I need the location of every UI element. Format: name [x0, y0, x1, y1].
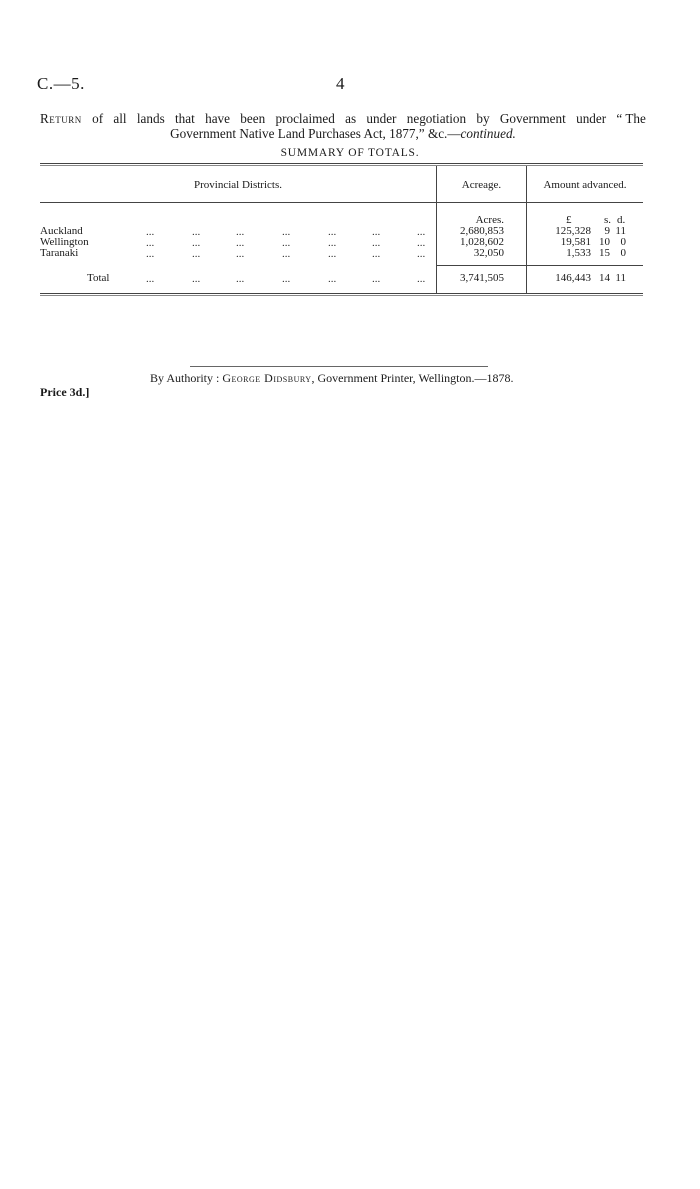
- leader-dots: ...: [328, 226, 337, 238]
- table-bottom-rule-inner: [40, 295, 643, 296]
- title-word: that: [175, 111, 195, 126]
- imprint-printer-name: George Didsbury: [222, 371, 312, 385]
- leader-dots: ...: [236, 226, 245, 238]
- acreage-value: 2,680,853: [460, 225, 504, 237]
- total-shillings: 14: [599, 272, 610, 284]
- leader-dots: ...: [192, 248, 201, 260]
- header-amount-advanced: Amount advanced.: [543, 179, 627, 191]
- leader-dots: ...: [282, 273, 291, 285]
- table-row: [0, 237, 700, 248]
- leader-dots: ...: [282, 248, 291, 260]
- header-acreage: Acreage.: [461, 179, 502, 191]
- section-heading: SUMMARY OF TOTALS.: [280, 147, 420, 159]
- leader-dots: ...: [417, 226, 426, 238]
- leader-dots: ...: [192, 237, 201, 249]
- leader-dots: ...: [372, 248, 381, 260]
- title-word: Government: [499, 111, 566, 126]
- price-label: Price 3d.]: [40, 385, 90, 399]
- document-title: [40, 111, 646, 141]
- table-header-rule: [40, 202, 643, 203]
- leader-dots: ...: [328, 273, 337, 285]
- leader-dots: ...: [146, 273, 155, 285]
- title-word: lands: [136, 111, 165, 126]
- leader-dots: ...: [146, 248, 155, 260]
- leader-dots: ...: [372, 226, 381, 238]
- district-name: Wellington: [40, 236, 89, 248]
- total-pounds: 146,443: [555, 272, 591, 284]
- pounds-value: 125,328: [555, 225, 591, 237]
- leader-dots: ...: [236, 237, 245, 249]
- shillings-value: 9: [604, 225, 610, 237]
- shillings-value: 10: [599, 236, 610, 248]
- district-name: Auckland: [40, 225, 83, 237]
- total-pence: 11: [615, 272, 626, 284]
- leader-dots: ...: [417, 237, 426, 249]
- title-word: under: [366, 111, 397, 126]
- title-word: by: [476, 111, 490, 126]
- title-word: all: [113, 111, 127, 126]
- pounds-value: 19,581: [560, 236, 591, 248]
- title-lead: Return: [40, 111, 82, 126]
- leader-dots: ...: [146, 237, 155, 249]
- leader-dots: ...: [192, 273, 201, 285]
- leader-dots: ...: [417, 273, 426, 285]
- leader-dots: ...: [146, 226, 155, 238]
- total-label: Total: [87, 272, 110, 284]
- leader-dots: ...: [372, 273, 381, 285]
- acreage-value: 32,050: [473, 247, 504, 259]
- printer-imprint: [150, 371, 514, 386]
- title-word: under: [576, 111, 607, 126]
- imprint-prefix: By Authority :: [150, 371, 223, 385]
- title-line-1: [40, 111, 646, 126]
- title-continued: continued.: [460, 126, 516, 141]
- total-acreage: 3,741,505: [460, 272, 504, 284]
- leader-dots: ...: [372, 237, 381, 249]
- page-number: 4: [336, 74, 345, 93]
- leader-dots: ...: [328, 248, 337, 260]
- page-id: C.—5.: [37, 74, 85, 93]
- title-word: of: [92, 111, 104, 126]
- unit-acres: Acres.: [475, 214, 504, 226]
- table-top-rule-inner: [40, 165, 643, 166]
- district-name: Taranaki: [40, 247, 79, 259]
- title-act-name: Government Native Land Purchases Act, 1877,” &c.—: [170, 126, 461, 141]
- title-word: as: [345, 111, 357, 126]
- header-provincial-districts: Provincial Districts.: [194, 179, 282, 191]
- leader-dots: ...: [282, 226, 291, 238]
- unit-pence: d.: [617, 214, 626, 226]
- pence-value: 0: [620, 236, 626, 248]
- imprint-rule: [190, 366, 488, 367]
- unit-shillings: s.: [604, 214, 612, 226]
- table-row: [0, 248, 700, 259]
- title-word: been: [240, 111, 266, 126]
- title-word: “ The: [616, 111, 646, 126]
- pence-value: 0: [620, 247, 626, 259]
- leader-dots: ...: [236, 273, 245, 285]
- leader-dots: ...: [282, 237, 291, 249]
- shillings-value: 15: [599, 247, 610, 259]
- leader-dots: ...: [417, 248, 426, 260]
- imprint-suffix: , Government Printer, Wellington.—1878.: [311, 371, 514, 385]
- title-line-2: [40, 126, 646, 141]
- unit-pounds: £: [566, 214, 572, 226]
- leader-dots: ...: [328, 237, 337, 249]
- title-word: have: [205, 111, 230, 126]
- table-row: [0, 226, 700, 237]
- table-top-rule: [40, 163, 643, 164]
- table-bottom-rule: [40, 293, 643, 294]
- leader-dots: ...: [192, 226, 201, 238]
- pence-value: 11: [615, 225, 626, 237]
- table-total-row: [0, 273, 700, 284]
- leader-dots: ...: [236, 248, 245, 260]
- table-subtotal-rule: [437, 265, 643, 266]
- title-word: proclaimed: [275, 111, 335, 126]
- acreage-value: 1,028,602: [460, 236, 504, 248]
- title-word: negotiation: [406, 111, 467, 126]
- pounds-value: 1,533: [566, 247, 591, 259]
